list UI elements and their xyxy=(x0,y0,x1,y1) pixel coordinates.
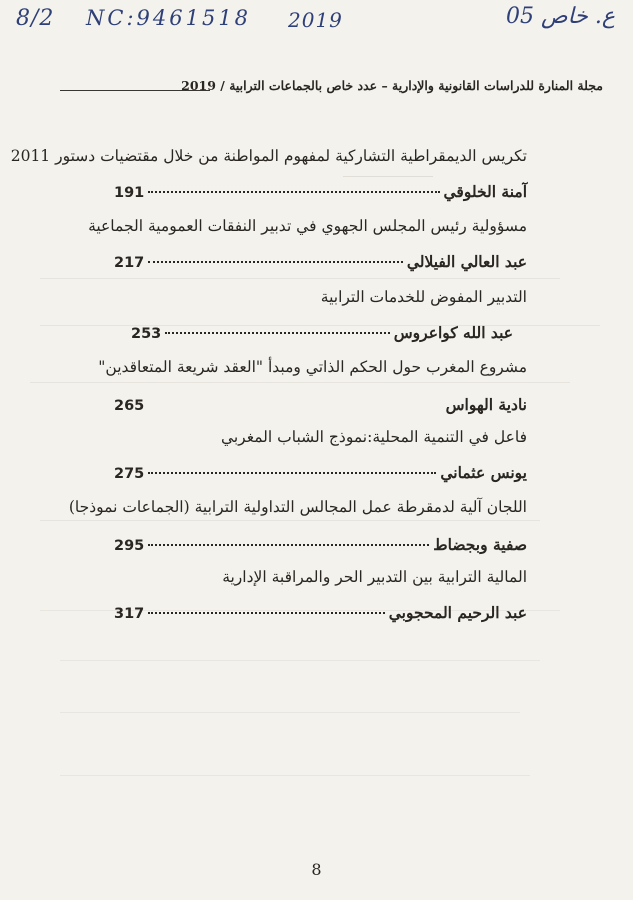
toc-entry-page: 275 xyxy=(114,466,145,482)
toc-entry-title: مشروع المغرب حول الحكم الذاتي ومبدأ "العقد شريعة المتعاقدين" xyxy=(98,358,527,376)
bleed-through-line xyxy=(343,176,433,177)
toc-entry-author: آمنة الخلوقي xyxy=(443,182,527,201)
toc-entry-author: عبد العالي الفيلالي xyxy=(406,252,527,271)
handwritten-year: 2019 xyxy=(288,8,343,32)
toc-entry-author-line xyxy=(114,535,527,554)
toc-entry-author: نادية الهواس xyxy=(445,395,527,414)
page-number: 8 xyxy=(311,860,322,879)
toc-entry-title: اللجان آلية لدمقرطة عمل المجالس التداولية الترابية (الجماعات نموذجا) xyxy=(68,498,527,516)
toc-entry-author: صفية وبجضاط xyxy=(433,535,527,554)
toc-entry-author: عبد الله كواعروس xyxy=(393,323,513,342)
toc-entry-title: مسؤولية رئيس المجلس الجهوي في تدبير النفقات العمومية الجماعية xyxy=(88,217,527,235)
toc-leader-dots xyxy=(148,472,436,474)
bleed-through-line xyxy=(60,660,540,661)
header-rule xyxy=(60,90,210,91)
toc-leader-dots xyxy=(148,612,384,614)
toc-entry-author: يونس عثماني xyxy=(440,463,527,482)
toc-entry-page: 217 xyxy=(114,255,145,271)
toc-entry-author: عبد الرحيم المحجوبي xyxy=(388,603,527,622)
toc-entry-page: 253 xyxy=(131,326,162,342)
toc-leader-dots xyxy=(148,261,403,263)
toc-entry-title: المالية الترابية بين التدبير الحر والمراقبة الإدارية xyxy=(222,568,527,586)
toc-entry-author-line xyxy=(114,463,527,482)
toc-entry-author-line xyxy=(114,603,527,622)
toc-entry-page: 317 xyxy=(114,606,145,622)
bleed-through-line xyxy=(40,278,560,279)
bleed-through-line xyxy=(30,382,570,383)
handwritten-code: ع. خاص 05 xyxy=(505,4,615,29)
toc-entry-title: التدبير المفوض للخدمات الترابية xyxy=(320,288,527,306)
toc-leader-dots xyxy=(148,191,439,193)
toc-entry-author-line xyxy=(114,182,527,201)
handwritten-reference: NC:9461518 xyxy=(86,6,252,30)
journal-header: مجلة المنارة للدراسات القانونية والإدارية – عدد خاص بالجماعات الترابية / 2019 xyxy=(181,78,603,93)
toc-entry-author-line xyxy=(131,323,513,342)
toc-leader-dots xyxy=(148,404,441,406)
toc-leader-dots xyxy=(165,332,389,334)
toc-leader-dots xyxy=(148,544,429,546)
toc-entry-page: 295 xyxy=(114,538,145,554)
toc-entry-title: تكريس الديمقراطية التشاركية لمفهوم المواطنة من خلال مقتضيات دستور 2011 xyxy=(10,147,527,165)
toc-entry-title: فاعل في التنمية المحلية:نموذج الشباب المغربي xyxy=(220,428,527,446)
bleed-through-line xyxy=(60,712,520,713)
handwritten-page-ref: 8/2 xyxy=(16,6,55,31)
bleed-through-line xyxy=(60,775,530,776)
toc-entry-author-line xyxy=(114,252,527,271)
toc-entry-page: 265 xyxy=(114,398,145,414)
bleed-through-line xyxy=(40,520,540,521)
toc-entry-author-line xyxy=(114,395,527,414)
toc-entry-page: 191 xyxy=(114,185,145,201)
